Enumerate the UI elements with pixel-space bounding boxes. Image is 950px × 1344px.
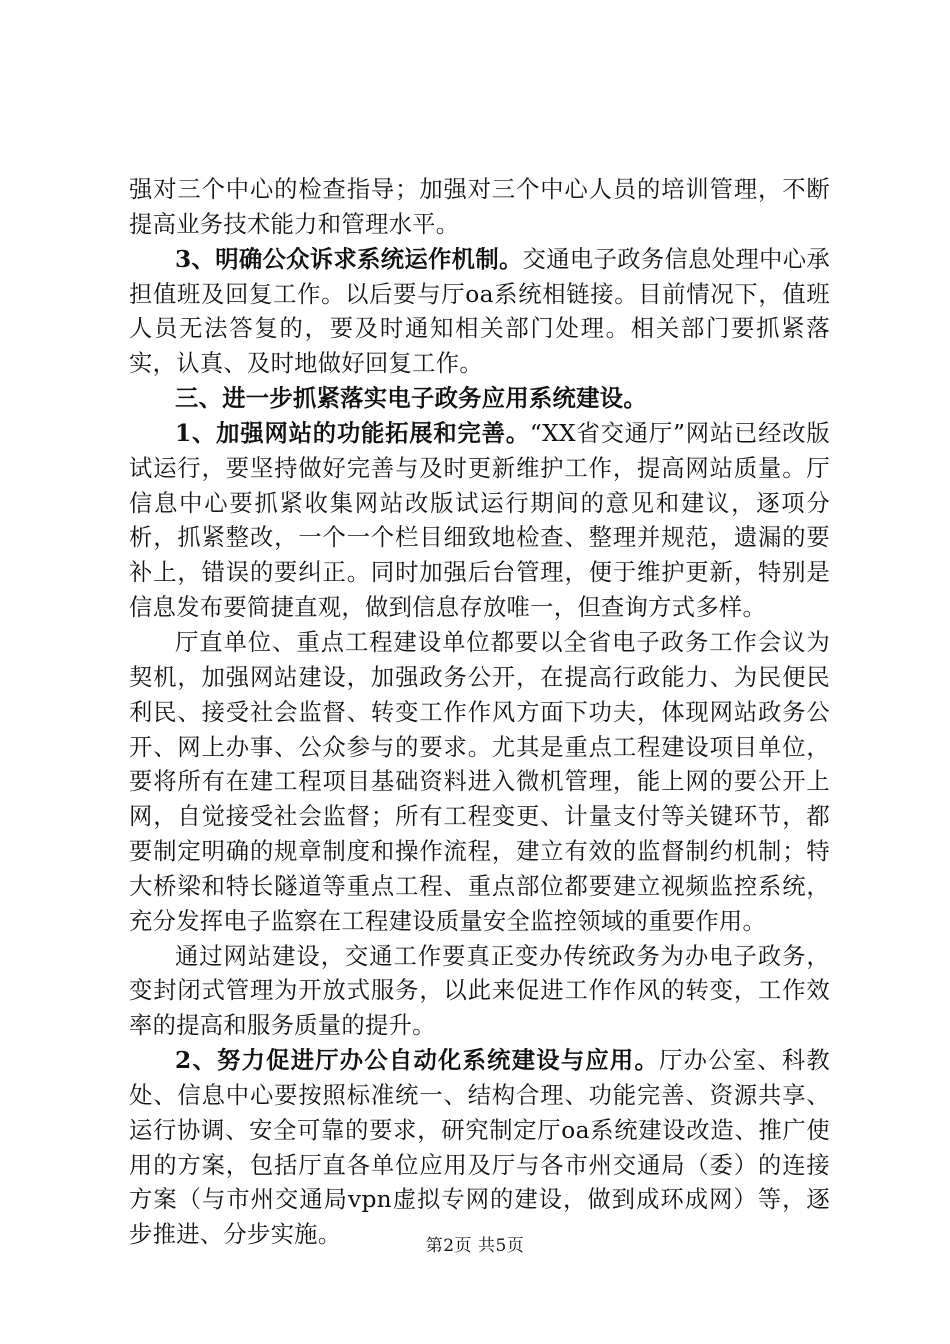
paragraph-item-1 [129, 417, 830, 626]
paragraph-text: 强对三个中心的检查指导；加强对三个中心人员的培训管理，不断提高业务技术能力和管理水平。 [129, 176, 830, 238]
page-number: 第2页 共5页 [425, 1236, 525, 1256]
paragraph-lead: 2、努力促进厅办公自动化系统建设与应用。 [175, 1047, 660, 1075]
paragraph-text: “XX省交通厅”网站已经改版试运行，要坚持做好完善与及时更新维护工作，提高网站质量。厅信息中心要抓紧收集网站改版试运行期间的意见和建议，逐项分析，抓紧整改，一个一个栏目细致地检查、整理并规范，遗漏的要补上，错误的要纠正。同时加强后台管理，便于维护更新，特别是信息发布要简捷直观，做到信息存放唯一，但查询方式多样。 [129, 419, 830, 622]
paragraph-continuation [129, 173, 830, 243]
paragraph-text: 厅直单位、重点工程建设单位都要以全省电子政务工作会议为契机，加强网站建设，加强政务公开，在提高行政能力、为民便民利民、接受社会监督、转变工作作风方面下功夫，体现网站政务公开、网上办事、公众参与的要求。尤其是重点工程建设项目单位，要将所有在建工程项目基础资料进入微机管理，能上网的要公开上网，自觉接受社会监督；所有工程变更、计量支付等关键环节，都要制定明确的规章制度和操作流程，建立有效的监督制约机制；特大桥梁和特长隧道等重点工程、重点部位都要建立视频监控系统，充分发挥电子监察在工程建设质量安全监控领域的重要作用。 [129, 628, 830, 935]
document-body [129, 173, 830, 1253]
paragraph-item-2 [129, 1044, 830, 1253]
paragraph-item-3 [129, 243, 830, 382]
paragraph-body [129, 626, 830, 940]
paragraph-text: 通过网站建设，交通工作要真正变办传统政务为办电子政务，变封闭式管理为开放式服务，以此来促进工作作风的转变，工作效率的提高和服务质量的提升。 [129, 942, 830, 1040]
paragraph-text: 交通电子政务信息处理中心承担值班及回复工作。以后要与厅oa系统相链接。目前情况下，值班人员无法答复的，要及时通知相关部门处理。相关部门要抓紧落实，认真、及时地做好回复工作。 [129, 245, 830, 378]
paragraph-body [129, 940, 830, 1045]
paragraph-lead: 3、明确公众诉求系统运作机制。 [175, 245, 523, 273]
page-footer [0, 1231, 950, 1256]
paragraph-lead: 1、加强网站的功能拓展和完善。 [175, 419, 530, 447]
paragraph-text: 厅办公室、科教处、信息中心要按照标准统一、结构合理、功能完善、资源共享、运行协调、安全可靠的要求，研究制定厅oa系统建设改造、推广使用的方案，包括厅直各单位应用及厅与各市州交通局（委）的连接方案（与市州交通局vpn虚拟专网的建设，做到成环成网）等，逐步推进、分步实施。 [129, 1047, 830, 1249]
section-heading-text: 三、进一步抓紧落实电子政务应用系统建设。 [175, 385, 647, 413]
section-heading [129, 382, 830, 417]
